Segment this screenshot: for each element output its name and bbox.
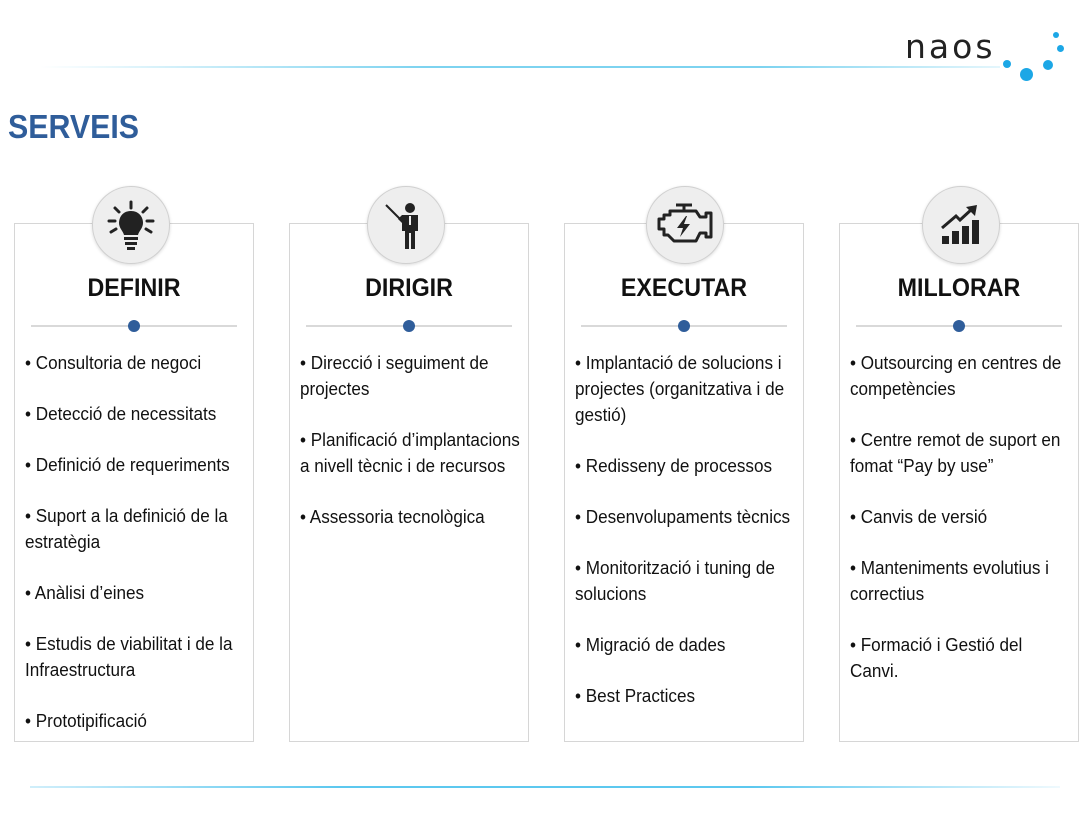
list-item: • Formació i Gestió del Canvi. <box>850 635 1023 681</box>
logo-text: naos <box>905 27 996 66</box>
list-item: • Anàlisi d’eines <box>25 583 145 603</box>
list-item: • Planificació d’implantacions a nivell tècnic i de recursos <box>300 430 520 476</box>
list-item: • Direcció i seguiment de projectes <box>300 353 489 399</box>
list-item: • Best Practices <box>575 686 696 706</box>
card-title: DEFINIR <box>87 274 181 302</box>
footer-divider <box>30 786 1060 788</box>
service-card-definir <box>14 223 254 742</box>
card-title: MILLORAR <box>897 274 1021 302</box>
service-card-dirigir <box>289 223 529 742</box>
service-card-millorar <box>839 223 1079 742</box>
service-card-executar <box>564 223 804 742</box>
naos-logo <box>905 27 1070 85</box>
list-item: • Suport a la definició de la estratègia <box>25 506 228 552</box>
service-list <box>850 350 1076 709</box>
card-title: DIRIGIR <box>365 274 453 302</box>
list-item: • Implantació de solucions i projectes (organitzativa i de gestió) <box>575 353 785 425</box>
page-title: SERVEIS <box>8 108 140 145</box>
engine-icon <box>646 186 724 264</box>
service-list <box>300 350 526 555</box>
list-item: • Definició de requeriments <box>25 455 230 475</box>
separator-dot <box>403 320 415 332</box>
presenter-icon <box>367 186 445 264</box>
card-title: EXECUTAR <box>620 274 748 302</box>
logo-dot <box>1053 32 1059 38</box>
list-item: • Canvis de versió <box>850 507 988 527</box>
list-item: • Centre remot de suport en fomat “Pay by use” <box>850 430 1061 476</box>
list-item: • Redisseny de processos <box>575 456 773 476</box>
list-item: • Migració de dades <box>575 635 726 655</box>
lightbulb-icon <box>92 186 170 264</box>
list-item: • Outsourcing en centres de competències <box>850 353 1062 399</box>
separator-dot <box>128 320 140 332</box>
logo-dot <box>1057 45 1064 52</box>
list-item: • Estudis de viabilitat i de la Infraestructura <box>25 634 233 680</box>
separator-dot <box>953 320 965 332</box>
list-item: • Monitorització i tuning de solucions <box>575 558 775 604</box>
logo-dot <box>1043 60 1053 70</box>
list-item: • Assessoria tecnològica <box>300 507 485 527</box>
list-item: • Detecció de necessitats <box>25 404 217 424</box>
growth-chart-icon <box>922 186 1000 264</box>
list-item: • Desenvolupaments tècnics <box>575 507 791 527</box>
service-list <box>575 350 801 734</box>
service-list <box>25 350 251 759</box>
list-item: • Manteniments evolutius i correctius <box>850 558 1049 604</box>
logo-dot <box>1003 60 1011 68</box>
list-item: • Consultoria de negoci <box>25 353 202 373</box>
separator-dot <box>678 320 690 332</box>
header-divider <box>40 66 1000 68</box>
logo-dot <box>1020 68 1033 81</box>
list-item: • Prototipificació <box>25 711 147 731</box>
